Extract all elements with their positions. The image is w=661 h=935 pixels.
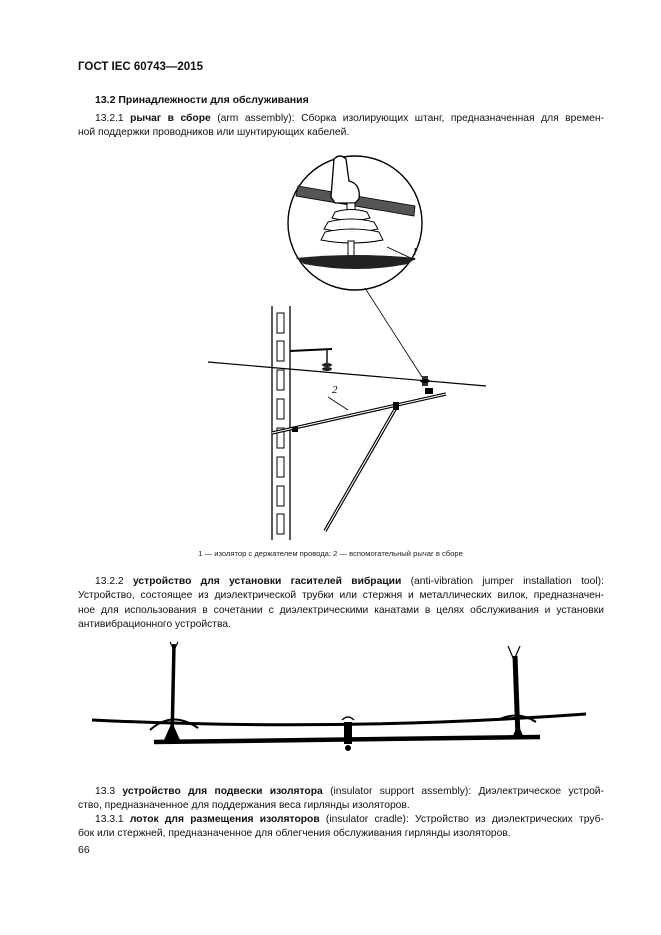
paragraph-13-2-2	[78, 575, 604, 633]
clause-number: 13.2.2	[95, 576, 124, 587]
paragraph-line	[78, 785, 604, 799]
paragraph-line	[78, 112, 604, 126]
paragraph-line: Устройство, состоящее из диэлектрической трубки или стержня и металлических вилок, предназначен-	[78, 590, 604, 602]
figure-label-2: 2	[332, 384, 338, 396]
paragraph-line: ной поддержки проводников или шунтирующих кабелей.	[78, 127, 350, 139]
page-number: 66	[78, 844, 90, 856]
paragraph-line: ное для использования в сочетании с диэлектрическими канатами в целях обслуживания и установки	[78, 604, 604, 616]
definition-text: (arm assembly): Сборка изолирующих штанг, предназначенная для времен-	[217, 113, 604, 124]
paragraph-line: ство, предназначенное для поддержания веса гирлянды изоляторов.	[78, 800, 410, 812]
definition-text: (insulator cradle): Устройство из диэлектрических труб-	[325, 814, 604, 825]
tower	[272, 306, 290, 540]
figure-arm-assembly	[200, 148, 500, 540]
paragraph-line: антивибрационного устройства.	[78, 619, 231, 631]
term: устройство для установки гасителей вибрации	[132, 576, 402, 587]
paragraph-line: бок или стержней, предназначенное для облегчения обслуживания гирлянды изоляторов.	[78, 828, 511, 840]
figure-caption: 1 — изолятор с держателем провода; 2 — вспомогательный рычаг в сборе	[198, 549, 463, 558]
figure-label-1: 1	[412, 246, 418, 258]
paragraph-line	[78, 813, 604, 827]
definition-text: (insulator support assembly): Диэлектрическое устрой-	[330, 786, 604, 797]
term: устройство для подвески изолятора	[122, 786, 323, 797]
figure-anti-vibration-tool	[88, 640, 588, 762]
document-header: ГОСТ IEC 60743—2015	[78, 61, 203, 73]
clause-number: 13.2.1	[95, 113, 124, 124]
term: лоток для размещения изоляторов	[129, 814, 320, 825]
clause-number: 13.3.1	[95, 814, 124, 825]
paragraph-13-3-1	[78, 813, 604, 842]
term: рычаг в сборе	[130, 113, 211, 124]
paragraph-line	[78, 575, 604, 589]
paragraph-13-3	[78, 785, 604, 814]
clause-number: 13.3	[95, 786, 116, 797]
paragraph-13-2-1	[78, 112, 604, 141]
section-title-13-2: 13.2 Принадлежности для обслуживания	[95, 94, 309, 106]
definition-text: (anti-vibration jumper installation tool):	[410, 576, 604, 587]
magnified-insulator-detail	[288, 156, 422, 290]
